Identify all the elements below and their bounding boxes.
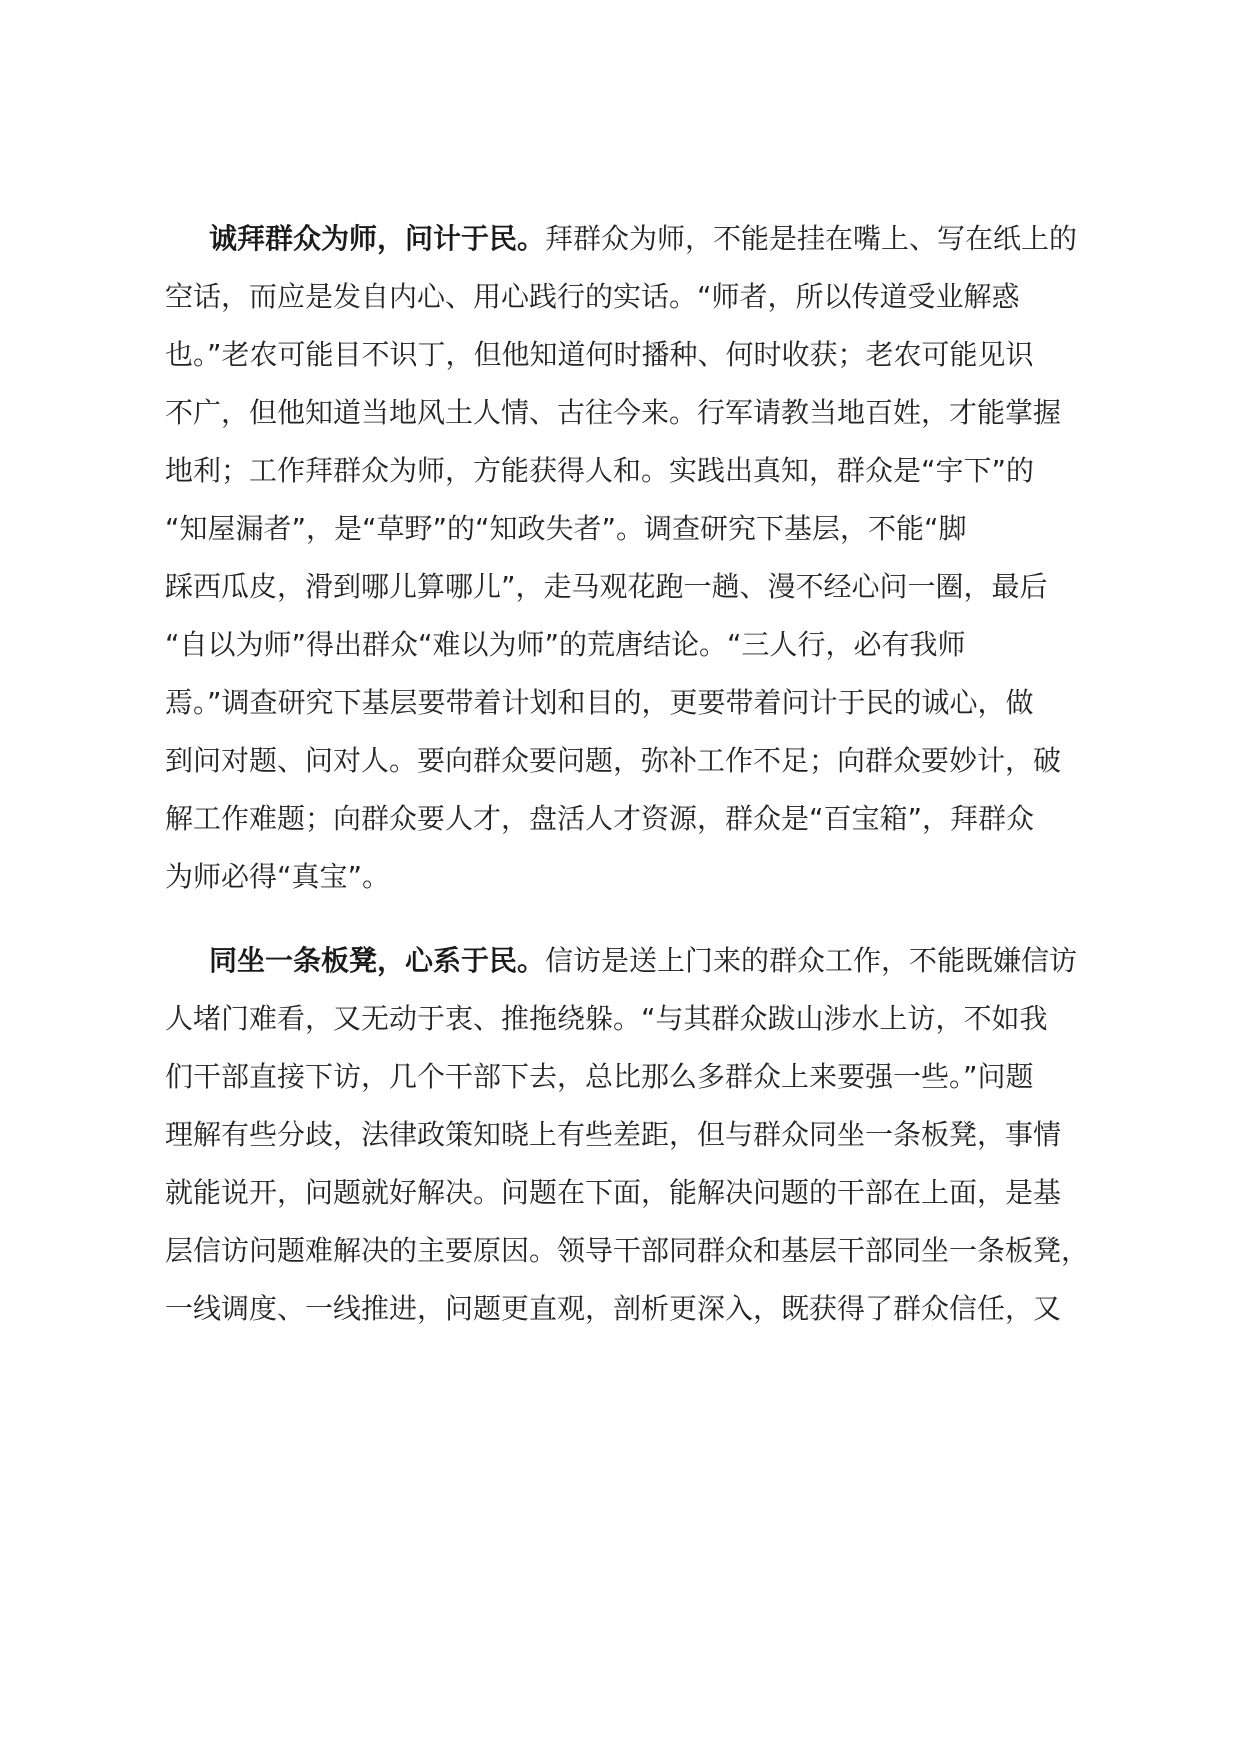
paragraph-2-line-5: 就能说开，问题就好解决。问题在下面，能解决问题的干部在上面，是基	[165, 1176, 1062, 1209]
paragraph-1-line-5: 地利；工作拜群众为师，方能获得人和。实践出真知，群众是“宇下”的	[165, 454, 1035, 487]
paragraph-1-line-12: 为师必得“真宝”。	[165, 860, 391, 893]
paragraph-2-line-7: 一线调度、一线推进，问题更直观，剖析更深入，既获得了群众信任，又	[165, 1292, 1062, 1325]
paragraph-2-line-2: 人堵门难看，又无动于衷、推拖绕躲。“与其群众跋山涉水上访，不如我	[165, 1002, 1048, 1035]
paragraph-1-line-3: 也。”老农可能目不识丁，但他知道何时播种、何时收获；老农可能见识	[165, 338, 1034, 371]
paragraph-1-line-8: “自以为师”得出群众“难以为师”的荒唐结论。“三人行，必有我师	[165, 628, 966, 661]
paragraph-1-line-4: 不广，但他知道当地风土人情、古往今来。行军请教当地百姓，才能掌握	[165, 396, 1062, 429]
paragraph-1-line-9: 焉。”调查研究下基层要带着计划和目的，更要带着问计于民的诚心，做	[165, 686, 1034, 719]
paragraph-1-line-11: 解工作难题；向群众要人才，盘活人才资源，群众是“百宝箱”，拜群众	[165, 802, 1035, 835]
paragraph-1-line-1	[209, 219, 1077, 259]
paragraph-2-line-1	[209, 941, 1077, 981]
paragraph-2-line-4: 理解有些分歧，法律政策知晓上有些差距，但与群众同坐一条板凳，事情	[165, 1118, 1062, 1151]
paragraph-1-line-2: 空话，而应是发自内心、用心践行的实话。“师者，所以传道受业解惑	[165, 280, 1020, 313]
paragraph-1-line-7: 踩西瓜皮，滑到哪儿算哪儿”，走马观花跑一趟、漫不经心问一圈，最后	[165, 570, 1048, 603]
paragraph-2-line-3: 们干部直接下访，几个干部下去，总比那么多群众上来要强一些。”问题	[165, 1060, 1034, 1093]
paragraph-1-line-10: 到问对题、问对人。要向群众要问题，弥补工作不足；向群众要妙计，破	[165, 744, 1062, 777]
paragraph-1-text: 拜群众为师，不能是挂在嘴上、写在纸上的	[545, 222, 1078, 255]
paragraph-1-heading: 诚拜群众为师，问计于民。	[209, 222, 546, 255]
paragraph-2-line-6: 层信访问题难解决的主要原因。领导干部同群众和基层干部同坐一条板凳，	[165, 1234, 1090, 1267]
paragraph-2-text: 信访是送上门来的群众工作，不能既嫌信访	[545, 944, 1078, 977]
paragraph-1-line-6: “知屋漏者”，是“草野”的“知政失者”。调查研究下基层，不能“脚	[165, 512, 967, 545]
paragraph-2-heading: 同坐一条板凳，心系于民。	[209, 944, 546, 977]
